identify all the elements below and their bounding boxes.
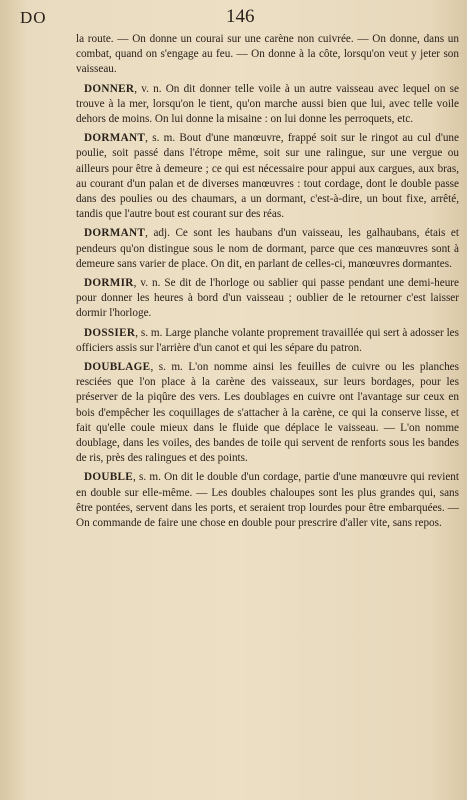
- entry-headword: DORMIR: [84, 277, 134, 290]
- entry-headword: DOUBLE: [84, 471, 134, 484]
- entry-definition: , v. n. Se dit de l'horloge ou sablier qui passe pendant une demi-heure pour donner les heures à bord d'un vaisseau ; oublier de le retourner c'est laisser dormir l'horloge.: [76, 277, 459, 320]
- dictionary-entry: [76, 32, 459, 78]
- page-number: 146: [226, 6, 255, 27]
- entry-definition: , s. m. Large planche volante proprement travaillée qui sert à adosser les officiers assis sur l'arrière d'un canot et qui les sépare du patron.: [76, 326, 459, 354]
- dictionary-entry: [76, 360, 459, 466]
- entry-definition: la route. — On donne un courai sur une carène non cuivrée. — On donne, dans un combat, quand on s'engage au feu. — On donne à la côte, lorsqu'on veut y jeter son vaisseau.: [76, 33, 459, 76]
- dictionary-text: [76, 32, 459, 535]
- dictionary-entry: [76, 470, 459, 531]
- dictionary-entry: [76, 82, 459, 128]
- page-header: [0, 4, 467, 32]
- dictionary-entry: [76, 326, 459, 356]
- entry-definition: , s. m. On dit le double d'un cordage, partie d'une manœuvre qui revient en double sur elle-même. — Les doubles chaloupes sont les plus grandes qui, sans être pontées, servent dans les ports, et seraient trop lourdes pour être embarquées. — On commande de faire une chose en double pour prescrire d'aller vite, sans repos.: [76, 471, 459, 530]
- entry-definition: , s. m. L'on nomme ainsi les feuilles de cuivre ou les planches resciées que l'on place à la carène des vaisseaux, sur leurs bordages, pour les préserver de la piqûre des vers. Les doublages en cuivre ont l'avantage sur ceux en bois d'empêcher les coquillages de s'attacher à la carène, ce qui la conserve lisse, et fait qu'elle coule mieux dans le fluide que déplace le vaisseau. — L'on nomme doublage, dans les voiles, des bandes de toile qui servent de renforts sous les bandes de ris, près des ralingues et des points.: [76, 361, 459, 465]
- entry-definition: , s. m. Bout d'une manœuvre, frappé soit sur le ringot au cul d'une poulie, soit passé dans l'étrope même, soit sur une ralingue, sur une vergue ou ailleurs pour être à demeure ; ce qui est nécessaire pour appui aux cargues, aux bras, au courant d'un palan et de diverses manœuvres : tout cordage, dont le double passe dans des poulies ou des chaumars, a un dormant, c'est-à-dire, un bout fixe, arrêté, tandis que l'autre bout est courant sur des réas.: [76, 132, 459, 221]
- entry-definition: , v. n. On dit donner telle voile à un autre vaisseau avec lequel on se trouve à la mer, lorsqu'on le tient, qu'on marche aussi bien que lui, avec telle voile dehors de moins. On lui donne la misaine : on lui donne les perroquets, etc.: [76, 82, 459, 126]
- entry-headword: DOSSIER: [84, 326, 136, 339]
- dictionary-entry: [76, 276, 459, 322]
- entry-headword: DORMANT: [84, 132, 146, 145]
- entry-headword: DOUBLAGE: [84, 361, 151, 374]
- running-head: DO: [20, 8, 47, 27]
- entry-headword: DORMANT: [84, 227, 146, 240]
- dictionary-entry: [76, 131, 459, 222]
- entry-definition: , adj. Ce sont les haubans d'un vaisseau, les galhaubans, étais et pendeurs qu'on distingue sous le nom de dormant, parce que ces manœuvres sont à demeure sans varier de place. On dit, en parlant de celles-ci, manœuvres dormantes.: [76, 227, 459, 270]
- dictionary-entry: [76, 226, 459, 272]
- entry-headword: DONNER: [84, 82, 135, 95]
